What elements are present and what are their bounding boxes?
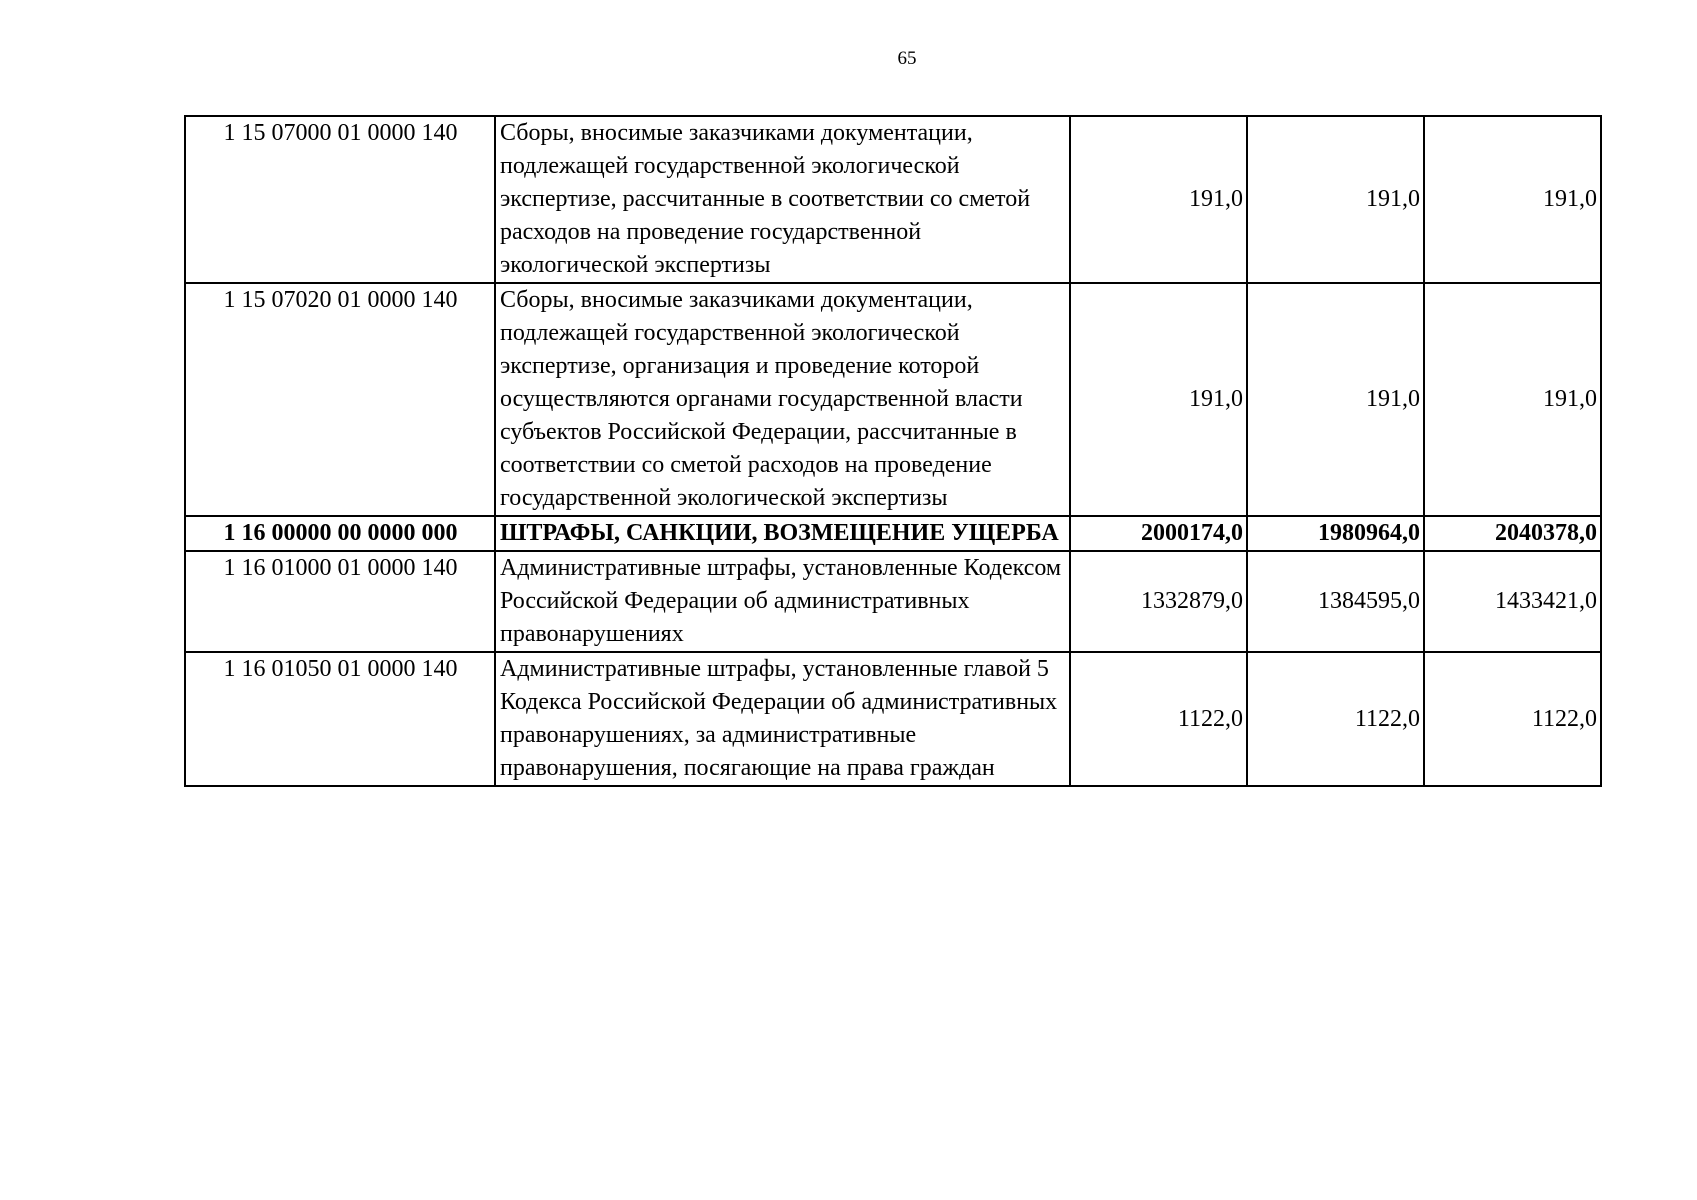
amount-year-3-cell: 191,0 — [1424, 283, 1601, 516]
amount-year-2-cell: 191,0 — [1247, 283, 1424, 516]
amount-year-2-cell: 1980964,0 — [1247, 516, 1424, 551]
description-cell: Сборы, вносимые заказчиками документации, подлежащей государственной экологической экспертизе, рассчитанные в соответствии со сметой расходов на проведение государственной экологической экспертизы — [495, 116, 1070, 283]
amount-year-1-cell: 2000174,0 — [1070, 516, 1247, 551]
table-row — [185, 652, 1601, 786]
description-cell: Сборы, вносимые заказчиками документации, подлежащей государственной экологической экспертизе, организация и проведение которой осуществляются органами государственной власти субъектов Российской Федерации, рассчитанные в соответствии со сметой расходов на проведение государственной экологической экспертизы — [495, 283, 1070, 516]
table-row — [185, 551, 1601, 652]
amount-year-3-cell: 2040378,0 — [1424, 516, 1601, 551]
amount-year-1-cell: 191,0 — [1070, 116, 1247, 283]
budget-code-cell: 1 16 01050 01 0000 140 — [185, 652, 495, 786]
amount-year-3-cell: 1433421,0 — [1424, 551, 1601, 652]
page-number: 65 — [897, 48, 917, 69]
table-row-section-total — [185, 516, 1601, 551]
budget-code-cell: 1 15 07020 01 0000 140 — [185, 283, 495, 516]
description-cell: ШТРАФЫ, САНКЦИИ, ВОЗМЕЩЕНИЕ УЩЕРБА — [495, 516, 1070, 551]
budget-code-cell: 1 16 01000 01 0000 140 — [185, 551, 495, 652]
table-row — [185, 283, 1601, 516]
description-cell: Административные штрафы, установленные главой 5 Кодекса Российской Федерации об административных правонарушениях, за административные правонарушения, посягающие на права граждан — [495, 652, 1070, 786]
table-row — [185, 116, 1601, 283]
amount-year-1-cell: 1332879,0 — [1070, 551, 1247, 652]
amount-year-3-cell: 191,0 — [1424, 116, 1601, 283]
budget-code-cell: 1 16 00000 00 0000 000 — [185, 516, 495, 551]
budget-revenue-table — [184, 115, 1602, 787]
description-cell: Административные штрафы, установленные Кодексом Российской Федерации об административных правонарушениях — [495, 551, 1070, 652]
budget-code-cell: 1 15 07000 01 0000 140 — [185, 116, 495, 283]
amount-year-3-cell: 1122,0 — [1424, 652, 1601, 786]
amount-year-1-cell: 191,0 — [1070, 283, 1247, 516]
amount-year-1-cell: 1122,0 — [1070, 652, 1247, 786]
amount-year-2-cell: 191,0 — [1247, 116, 1424, 283]
amount-year-2-cell: 1384595,0 — [1247, 551, 1424, 652]
amount-year-2-cell: 1122,0 — [1247, 652, 1424, 786]
